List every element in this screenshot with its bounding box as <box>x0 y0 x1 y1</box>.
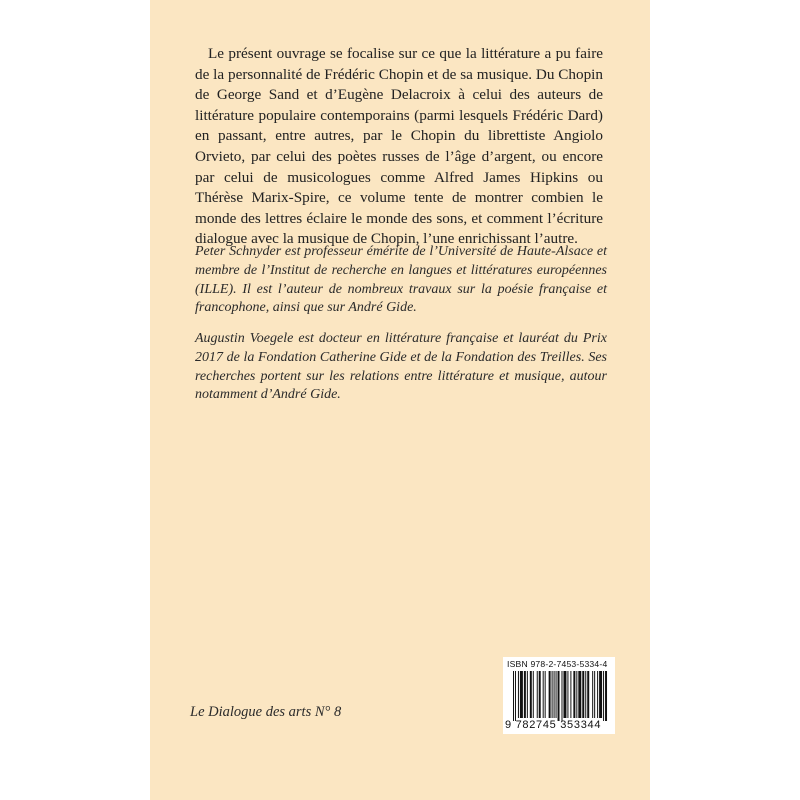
barcode-bar <box>587 671 589 718</box>
barcode-bar <box>603 671 604 721</box>
barcode-bar <box>527 671 528 718</box>
barcode-bar <box>597 671 598 718</box>
barcode-bar <box>530 671 532 718</box>
barcode-bar <box>563 671 566 718</box>
barcode-bar <box>578 671 581 718</box>
barcode-bar <box>543 671 544 718</box>
series-title: Le Dialogue des arts N° 8 <box>190 704 342 720</box>
barcode-bar <box>513 671 514 721</box>
barcode-bar <box>594 671 595 718</box>
author-bio-voegele: Augustin Voegele est docteur en littérature française et lauréat du Prix 2017 de la Fondation Catherine Gide et de la Fondation des Treilles. Ses recherches portent sur les relations entre littérature et musique, autour notamment d’André Gide. <box>195 331 607 403</box>
barcode-bar <box>552 671 553 718</box>
barcode-bar <box>585 671 586 718</box>
barcode-bar <box>570 671 571 718</box>
barcode-bar <box>556 671 557 718</box>
barcode-bar <box>605 671 607 721</box>
barcode-bar <box>537 671 538 718</box>
barcode-bar <box>554 671 555 718</box>
isbn-label: ISBN 978-2-7453-5334-4 <box>507 659 608 669</box>
author-bio-schnyder: Peter Schnyder est professeur émérite de l’Université de Haute-Alsace et membre de l’Institut de recherche en langues et littératures européennes (ILLE). Il est l’auteur de nombreux travaux sur la poésie française et francophone, ainsi que sur André Gide. <box>195 244 607 316</box>
barcode-bar <box>561 671 562 721</box>
barcode-bar <box>576 671 577 718</box>
barcode-bar <box>520 671 523 718</box>
barcode-bar <box>592 671 593 718</box>
barcode-bar <box>567 671 568 718</box>
back-cover-blurb: Le présent ouvrage se focalise sur ce que la littérature a pu faire de la personnalité de Frédéric Chopin et de sa musique. Du Chopin de George Sand et d’Eugène Delacroix à celui des auteurs de littérature populaire contemporains (parmi lesquels Frédéric Dard) en passant, entre autres, par le Chopin du librettiste Angiolo Orvieto, par celui des poètes russes de l’âge d’argent, ou encore par celui de musicologues comme Alfred James Hipkins ou Thérèse Marix-Spire, ce volume tente de montrer combien le monde des lettres éclaire le monde des sons, et comment l’écriture dialogue avec la musique de Chopin, l’une enrichissant l’autre. <box>195 45 603 248</box>
barcode-bar <box>518 671 519 718</box>
barcode-bar <box>545 671 546 718</box>
barcode-icon <box>513 671 609 721</box>
ean-digits: 9 782745 353344 <box>505 719 602 731</box>
barcode-bar <box>558 671 560 721</box>
barcode-bar <box>582 671 584 718</box>
barcode-bar <box>573 671 575 718</box>
barcode-bar <box>539 671 541 718</box>
barcode-bar <box>524 671 526 718</box>
barcode-bar <box>549 671 551 718</box>
barcode-bar <box>515 671 516 721</box>
barcode-bar <box>533 671 534 718</box>
isbn-barcode-block <box>503 657 615 734</box>
barcode-bar <box>599 671 602 718</box>
